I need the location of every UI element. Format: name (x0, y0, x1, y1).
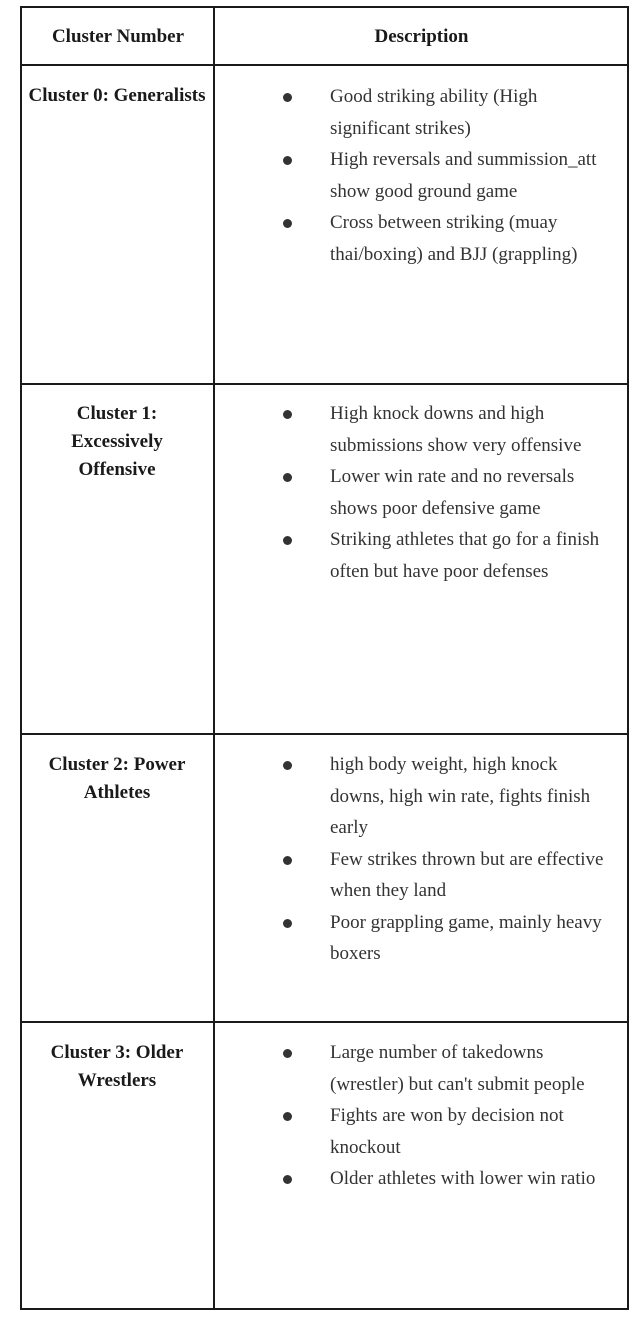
bullet-dot-icon (283, 1175, 292, 1184)
list-item (276, 1100, 616, 1163)
list-item (276, 1037, 616, 1100)
cluster-3-label: Cluster 3: Older Wrestlers (50, 1042, 184, 1091)
cluster-0-bullet-list (276, 81, 616, 270)
cluster-1-label: Cluster 1: Excessively Offensive (71, 403, 163, 480)
list-item (276, 398, 616, 461)
bullet-text: Older athletes with lower win ratio (330, 1168, 596, 1189)
list-item (276, 1163, 616, 1195)
cluster-1-bullet-list (276, 398, 616, 587)
list-item (276, 524, 616, 587)
header-cluster-number: Cluster Number (51, 26, 185, 47)
cluster-0-label: Cluster 0: Generalists (28, 85, 206, 106)
bullet-dot-icon (283, 856, 292, 865)
bullet-text: Large number of takedowns (wrestler) but can't submit people (330, 1042, 585, 1095)
list-item (276, 207, 616, 270)
bullet-dot-icon (283, 93, 292, 102)
bullet-dot-icon (283, 1049, 292, 1058)
list-item (276, 749, 616, 844)
bullet-dot-icon (283, 919, 292, 928)
bullet-text: Few strikes thrown but are effective when they land (330, 848, 604, 901)
list-item (276, 907, 616, 970)
list-item (276, 844, 616, 907)
bullet-dot-icon (283, 219, 292, 228)
bullet-dot-icon (283, 1112, 292, 1121)
cluster-2-bullet-list (276, 749, 616, 970)
bullet-text: high body weight, high knock downs, high win rate, fights finish early (330, 754, 591, 838)
cluster-3-bullet-list (276, 1037, 616, 1195)
bullet-text: Good striking ability (High significant strikes) (330, 86, 538, 139)
bullet-text: Fights are won by decision not knockout (330, 1105, 564, 1158)
list-item (276, 144, 616, 207)
bullet-dot-icon (283, 761, 292, 770)
cluster-2-label: Cluster 2: Power Athletes (48, 754, 186, 803)
bullet-text: Cross between striking (muay thai/boxing) and BJJ (grappling) (330, 212, 578, 265)
bullet-dot-icon (283, 536, 292, 545)
header-description: Description (374, 26, 469, 47)
list-item (276, 461, 616, 524)
list-item (276, 81, 616, 144)
bullet-dot-icon (283, 156, 292, 165)
bullet-text: Striking athletes that go for a finish often but have poor defenses (330, 529, 600, 582)
bullet-dot-icon (283, 473, 292, 482)
bullet-text: Lower win rate and no reversals shows poor defensive game (330, 466, 575, 519)
bullet-text: High reversals and summission_att show good ground game (330, 149, 597, 202)
bullet-text: High knock downs and high submissions show very offensive (330, 403, 582, 456)
bullet-dot-icon (283, 410, 292, 419)
bullet-text: Poor grappling game, mainly heavy boxers (330, 911, 602, 964)
